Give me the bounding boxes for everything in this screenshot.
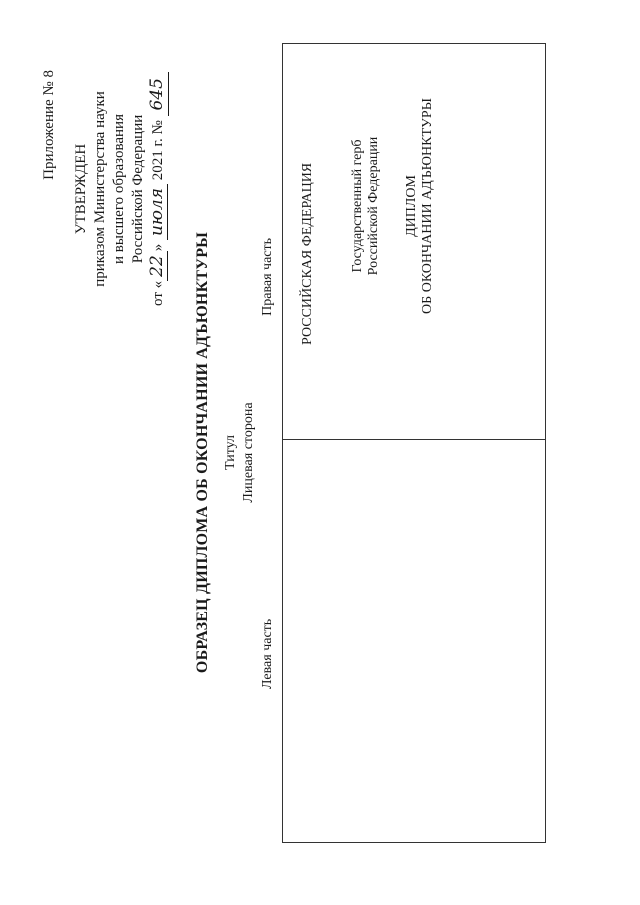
date-day: 22	[148, 251, 168, 281]
order-line-1: приказом Министерства науки	[92, 91, 108, 287]
date-month: июля	[148, 184, 168, 240]
emblem-line-1: Государственный герб	[350, 139, 365, 273]
approval-block	[72, 72, 169, 306]
date-year: 2021 г. №	[150, 120, 166, 181]
frame-divider	[282, 439, 546, 440]
order-line-3: Российской Федерации	[130, 114, 146, 264]
order-line-2: и высшего образования	[111, 114, 127, 264]
diploma-country: РОССИЙСКАЯ ФЕДЕРАЦИЯ	[300, 162, 315, 345]
date-prefix: от «	[150, 280, 166, 306]
left-part-label: Левая часть	[260, 618, 275, 689]
subtitle-front-side: Лицевая сторона	[241, 402, 256, 503]
subtitle-titul: Титул	[223, 435, 238, 470]
date-mid: »	[150, 243, 166, 252]
approved-heading: УТВЕРЖДЕН	[73, 143, 89, 235]
document-subtitle	[222, 0, 258, 905]
order-number: 645	[147, 78, 167, 111]
order-date-line	[148, 72, 169, 306]
emblem-placeholder	[350, 0, 382, 439]
right-part-label: Правая часть	[260, 238, 275, 316]
emblem-line-2: Российской Федерации	[366, 136, 381, 276]
document-title: ОБРАЗЕЦ ДИПЛОМА ОБ ОКОНЧАНИИ АДЪЮНКТУРЫ	[194, 231, 211, 674]
diploma-heading-line-2: ОБ ОКОНЧАНИИ АДЪЮНКТУРЫ	[420, 98, 435, 314]
diploma-heading-line-1: ДИПЛОМ	[404, 175, 419, 237]
diploma-heading	[404, 0, 436, 439]
appendix-label: Приложение № 8	[41, 70, 57, 180]
